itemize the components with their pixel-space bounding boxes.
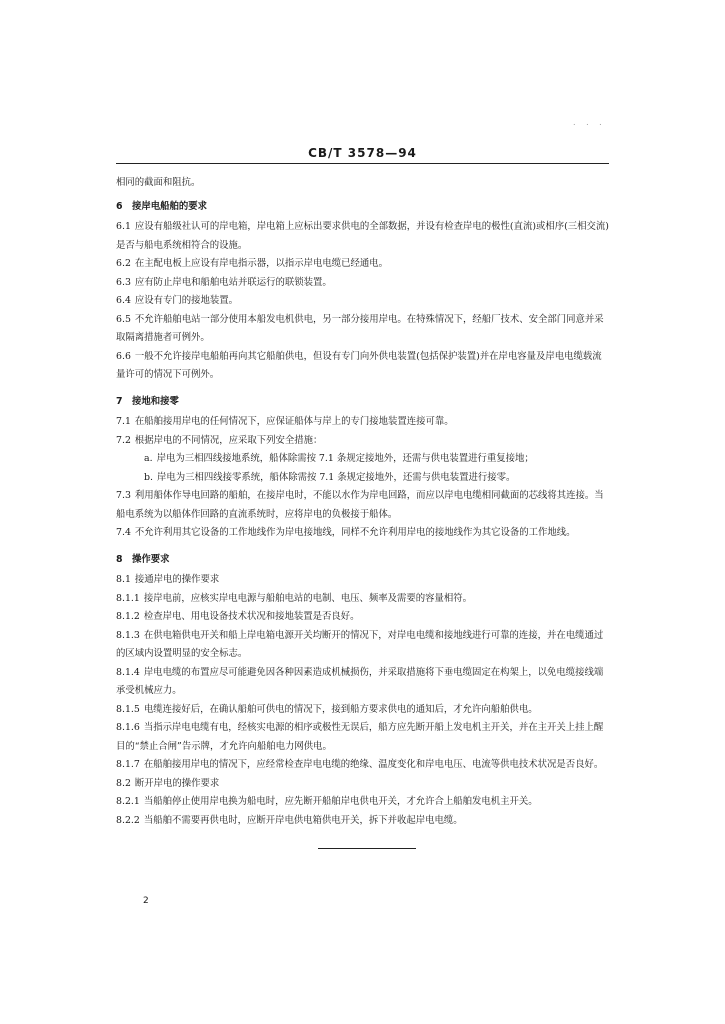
clause-text: 检查岸电、用电设备技术状况和接地装置是否良好。 xyxy=(143,611,360,622)
clause-number: 8.2.2 xyxy=(116,814,140,826)
clause-text: 电缆连接好后，在确认船舶可供电的情况下，接到船方要求供电的通知后，才允许向船舶供电。 xyxy=(143,703,538,715)
section-title: 接地和接零 xyxy=(132,395,179,407)
clause-paragraph xyxy=(116,218,609,255)
section-gap xyxy=(116,385,609,388)
clause-paragraph xyxy=(116,274,609,293)
section-title: 操作要求 xyxy=(132,553,170,565)
clause-text: 应设有船级社认可的岸电箱，岸电箱上应标出要求供电的全部数据，并设有检查岸电的极性(直流)或相序(三相交流)是否与船电系统相符合的设施。 xyxy=(116,221,609,251)
clause-text: 断开岸电的操作要求 xyxy=(134,777,220,789)
clause-text: 岸电电缆的布置应尽可能避免因各种因素造成机械损伤，并采取措施将下垂电缆固定在构架上，以免电缆接线端承受机械应力。 xyxy=(116,666,604,696)
header-rule xyxy=(116,163,609,164)
clause-paragraph xyxy=(116,413,609,432)
clause-text: 应设有专门的接地装置。 xyxy=(134,295,239,306)
clause-number: 6.6 xyxy=(116,350,131,362)
section-number: 8 xyxy=(116,553,123,565)
clause-paragraph xyxy=(116,524,609,543)
clause-number: 8.2.1 xyxy=(116,796,140,807)
clause-number: 8.2 xyxy=(116,777,131,789)
section-heading-8 xyxy=(116,551,609,570)
clause-text: 当船舶不需要再供电时，应断开岸电供电箱供电开关，拆下并收起岸电电缆。 xyxy=(143,814,463,826)
clause-text: 根据岸电的不同情况，应采取下列安全措施： xyxy=(134,434,323,446)
clause-number: 8.1 xyxy=(116,574,131,585)
clause-paragraph xyxy=(116,627,609,664)
sections-container xyxy=(116,198,609,831)
corner-mark: . . . xyxy=(573,118,606,127)
clause-number: b. xyxy=(144,471,153,483)
clause-paragraph xyxy=(116,590,609,609)
clause-paragraph xyxy=(116,812,609,831)
clause-paragraph xyxy=(116,756,609,775)
clause-paragraph xyxy=(116,664,609,701)
end-rule xyxy=(318,848,416,849)
clause-number: 8.1.7 xyxy=(116,759,140,770)
clause-text: 一般不允许接岸电船舶再向其它船舶供电，但设有专门向外供电装置(包括保护装置)并在岸电容量及岸电电缆载流量许可的情况下可例外。 xyxy=(116,350,602,380)
list-item xyxy=(116,450,609,469)
clause-number: 8.1.1 xyxy=(116,592,140,604)
clause-number: 8.1.3 xyxy=(116,629,140,641)
list-item xyxy=(116,469,609,488)
clause-paragraph xyxy=(116,311,609,348)
clause-paragraph xyxy=(116,608,609,627)
clause-paragraph xyxy=(116,348,609,385)
clause-text: 应有防止岸电和船舶电站并联运行的联锁装置。 xyxy=(134,276,332,288)
clause-paragraph xyxy=(116,701,609,720)
section-title: 接岸电船舶的要求 xyxy=(132,200,208,212)
clause-text: 在船舶接用岸电的任何情况下，应保证船体与岸上的专门接地装置连接可靠。 xyxy=(134,416,454,427)
section-heading-6 xyxy=(116,198,609,217)
clause-text: 岸电为三相四线接零系统，船体除需按 7.1 条规定接地外，还需与供电装置进行接零。 xyxy=(156,471,516,483)
section-number: 6 xyxy=(116,200,123,212)
clause-number: 6.1 xyxy=(116,221,131,232)
clause-text: 在船舶接用岸电的情况下，应经常检查岸电电缆的绝缘、温度变化和岸电电压、电流等供电技术状况是否良好。 xyxy=(143,759,604,770)
section-number: 7 xyxy=(116,395,123,407)
clause-number: 7.1 xyxy=(116,416,131,427)
clause-number: 6.3 xyxy=(116,276,131,288)
clause-text: 不允许利用其它设备的工作地线作为岸电接地线，同样不允许利用岸电的接地线作为其它设备的工作地线。 xyxy=(134,527,576,538)
clause-number: 7.2 xyxy=(116,434,131,446)
document-body xyxy=(116,174,609,830)
clause-paragraph xyxy=(116,775,609,794)
clause-text: 当船舶停止使用岸电换为船电时，应先断开船舶岸电供电开关，才允许合上船舶发电机主开关。 xyxy=(143,796,538,807)
clause-paragraph xyxy=(116,432,609,451)
clause-text: 利用船体作导电回路的船舶，在接岸电时，不能以水作为岸电回路，而应以岸电电缆相同截面的芯线将其连接。当船电系统为以船体作回路的直流系统时，应将岸电的负极接于船体。 xyxy=(116,490,604,520)
clause-text: 在供电箱供电开关和船上岸电箱电源开关均断开的情况下，对岸电电缆和接地线进行可靠的连接，并在电缆通过的区域内设置明显的安全标志。 xyxy=(116,629,604,659)
clause-number: 8.1.6 xyxy=(116,722,140,733)
clause-text: 接通岸电的操作要求 xyxy=(134,574,220,585)
section-gap xyxy=(116,543,609,546)
clause-text: 岸电为三相四线接地系统，船体除需按 7.1 条规定接地外，还需与供电装置进行重复接地； xyxy=(156,453,534,464)
clause-text: 接岸电前，应核实岸电电源与船舶电站的电制、电压、频率及需要的容量相符。 xyxy=(143,592,472,604)
clause-text: 不允许船舶电站一部分使用本船发电机供电，另一部分接用岸电。在特殊情况下，经船厂技术、安全部门同意并采取隔离措施者可例外。 xyxy=(116,313,604,343)
clause-number: 8.1.2 xyxy=(116,611,140,622)
clause-text: 在主配电板上应设有岸电指示器，以指示岸电电缆已经通电。 xyxy=(134,258,389,269)
continued-line: 相同的截面和阻抗。 xyxy=(116,177,201,188)
standard-code-header: CB/T 3578—94 xyxy=(308,146,417,160)
clause-number: 8.1.5 xyxy=(116,703,140,715)
section-heading-7 xyxy=(116,393,609,412)
clause-paragraph xyxy=(116,719,609,756)
page-number: 2 xyxy=(143,896,149,906)
clause-paragraph xyxy=(116,487,609,524)
clause-paragraph xyxy=(116,292,609,311)
clause-text: 当指示岸电电缆有电，经核实电源的相序或极性无误后，船方应先断开船上发电机主开关，并在主开关上挂上醒目的“禁止合闸”告示牌，才允许向船舶电力网供电。 xyxy=(116,722,604,752)
clause-number: 6.2 xyxy=(116,258,131,269)
clause-paragraph xyxy=(116,571,609,590)
clause-number: 7.3 xyxy=(116,490,131,501)
clause-number: 7.4 xyxy=(116,527,131,538)
clause-number: a. xyxy=(144,453,153,464)
clause-paragraph xyxy=(116,255,609,274)
clause-number: 6.4 xyxy=(116,295,131,306)
clause-paragraph xyxy=(116,793,609,812)
clause-number: 6.5 xyxy=(116,313,131,325)
clause-number: 8.1.4 xyxy=(116,666,140,678)
